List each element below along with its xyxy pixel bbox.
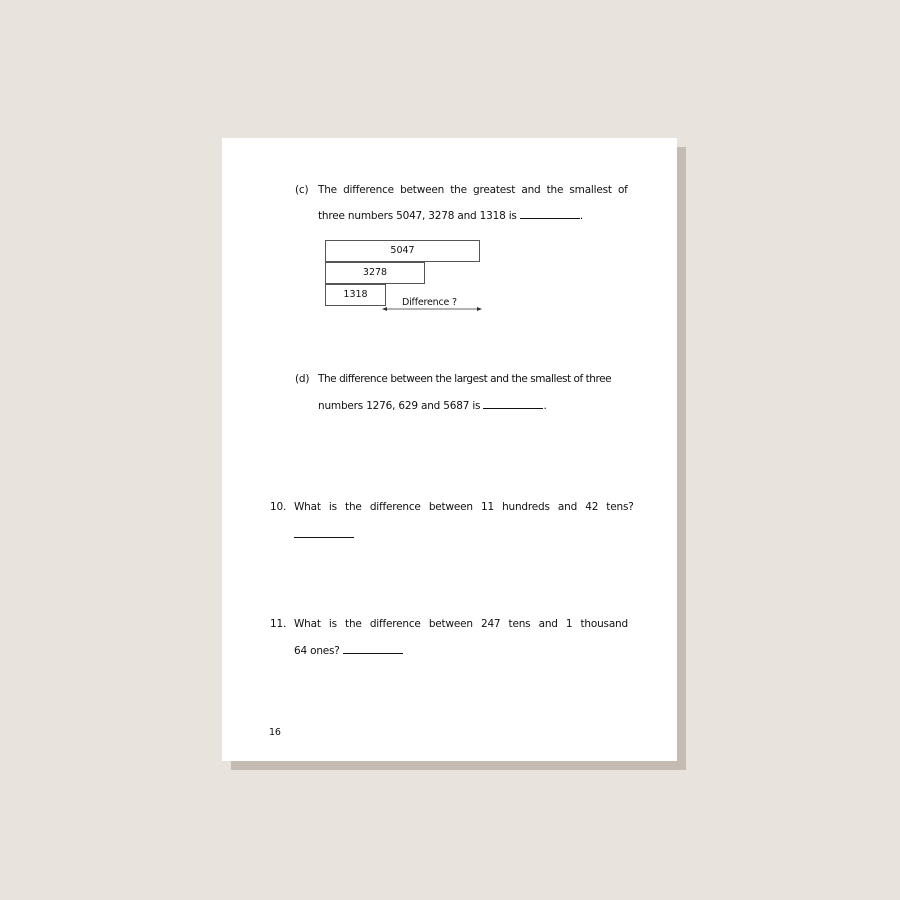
bar-5047: 5047 xyxy=(325,240,480,262)
answer-blank[interactable] xyxy=(343,644,403,654)
q11-text: 64 ones? xyxy=(294,645,340,657)
q9d-text: numbers 1276, 629 and 5687 is xyxy=(318,400,481,412)
difference-label: Difference ? xyxy=(402,297,457,308)
q11-line1: What is the difference between 247 tens and 1 thousand xyxy=(294,618,628,630)
q10-number: 10. xyxy=(270,501,287,513)
q9c-end: . xyxy=(579,210,583,222)
difference-arrow xyxy=(382,305,482,313)
q9d-line1: The difference between the largest and the smallest of three xyxy=(318,373,612,385)
answer-blank[interactable] xyxy=(520,209,580,219)
q9d-end: . xyxy=(543,400,547,412)
q11-line2 xyxy=(294,644,403,657)
q9c-line2 xyxy=(318,209,583,222)
q11-number: 11. xyxy=(270,618,287,630)
page-number: 16 xyxy=(269,727,281,738)
q10-answer xyxy=(294,528,354,541)
bar-3278: 3278 xyxy=(325,262,425,284)
q9d-line2 xyxy=(318,399,547,412)
q9c-label: (c) xyxy=(295,184,309,196)
bar-1318: 1318 xyxy=(325,284,386,306)
q10-text: What is the difference between 11 hundreds and 42 tens? xyxy=(294,501,634,513)
answer-blank[interactable] xyxy=(294,528,354,538)
q9d-label: (d) xyxy=(295,373,310,385)
answer-blank[interactable] xyxy=(483,399,543,409)
q9c-line1: The difference between the greatest and the smallest of xyxy=(318,184,628,196)
q9c-text: three numbers 5047, 3278 and 1318 is xyxy=(318,210,517,222)
worksheet-page xyxy=(222,138,677,761)
